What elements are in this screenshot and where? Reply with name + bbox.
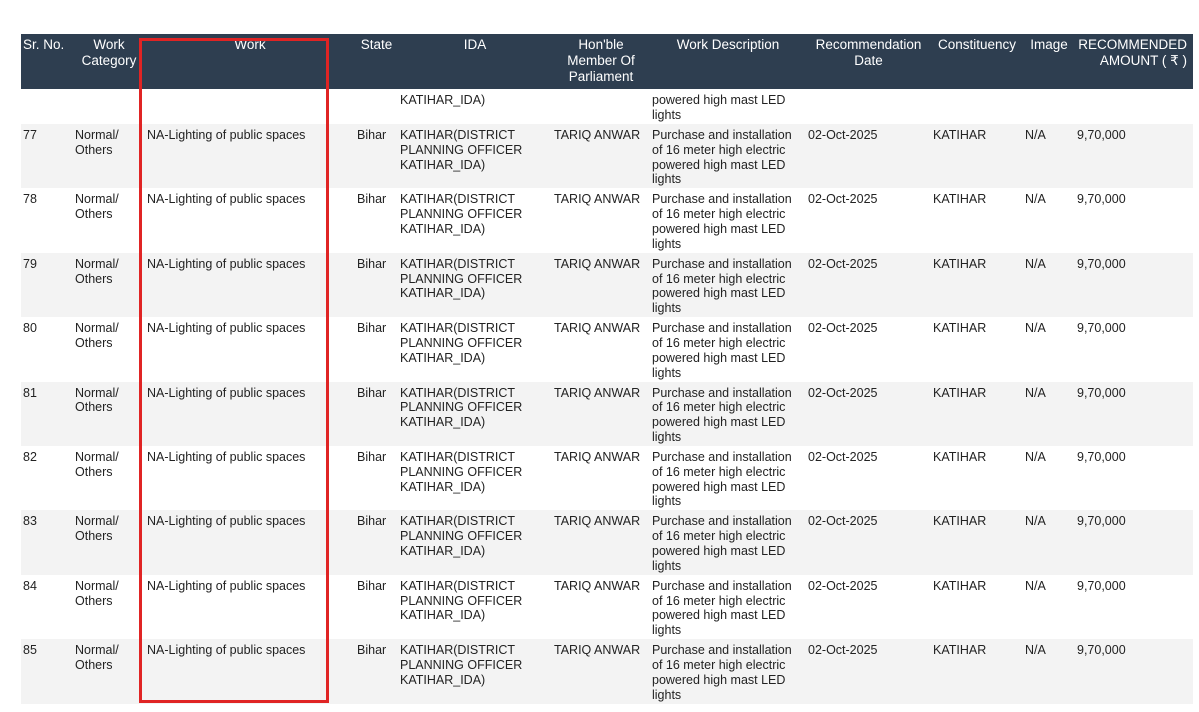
table-row bbox=[21, 124, 1193, 188]
cell-image: N/A bbox=[1023, 639, 1075, 703]
cell-constituency: KATIHAR bbox=[933, 578, 987, 593]
cell-work-category: Normal/ Others bbox=[75, 321, 119, 350]
cell-work: NA-Lighting of public spaces bbox=[145, 639, 355, 703]
cell-constituency bbox=[931, 89, 1023, 124]
cell-recommendation-date: 02-Oct-2025 bbox=[806, 510, 931, 574]
cell-work-description: Purchase and installation of 16 meter high electric powered high mast LED lights bbox=[652, 192, 792, 251]
cell-sr-no: 83 bbox=[21, 510, 73, 574]
cell-sr-no: 80 bbox=[23, 321, 37, 336]
table-row bbox=[21, 510, 1193, 574]
cell-ida: KATIHAR(DISTRICT PLANNING OFFICER KATIHAR_IDA) bbox=[400, 192, 523, 236]
cell-recommendation-date: 02-Oct-2025 bbox=[808, 321, 878, 336]
col-header-work: Work bbox=[145, 34, 355, 89]
cell-amount: 9,70,000 bbox=[1077, 321, 1126, 336]
cell-work-category: Normal/ Others bbox=[75, 449, 119, 479]
cell-sr-no: 79 bbox=[21, 253, 73, 317]
cell-constituency: KATIHAR bbox=[931, 253, 1023, 317]
cell-work-description: Purchase and installation of 16 meter high electric powered high mast LED lights bbox=[650, 382, 806, 446]
cell-image: N/A bbox=[1023, 253, 1075, 317]
header-row bbox=[21, 34, 1193, 89]
cell-work-description: Purchase and installation of 16 meter high electric powered high mast LED lights bbox=[652, 321, 792, 380]
col-header-mp: Hon'ble Member Of Parliament bbox=[552, 34, 650, 89]
cell-work-category: Normal/ Others bbox=[73, 510, 145, 574]
cell-recommendation-date bbox=[806, 89, 931, 124]
cell-work: NA-Lighting of public spaces bbox=[145, 382, 355, 446]
cell-ida: KATIHAR(DISTRICT PLANNING OFFICER KATIHAR_IDA) bbox=[398, 124, 552, 188]
cell-image: N/A bbox=[1025, 578, 1046, 593]
cell-constituency: KATIHAR bbox=[931, 382, 1023, 446]
cell-mp: TARIQ ANWAR bbox=[552, 510, 650, 574]
cell-constituency: KATIHAR bbox=[933, 449, 987, 464]
cell-constituency: KATIHAR bbox=[933, 321, 987, 336]
cell-mp: TARIQ ANWAR bbox=[552, 253, 650, 317]
col-header-recommendation-date: Recommendation Date bbox=[806, 34, 931, 89]
cell-work: NA-Lighting of public spaces bbox=[145, 253, 355, 317]
cell-ida: KATIHAR(DISTRICT PLANNING OFFICER KATIHAR_IDA) bbox=[400, 449, 523, 494]
cell-work-description: Purchase and installation of 16 meter high electric powered high mast LED lights bbox=[650, 124, 806, 188]
cell-sr-no: 78 bbox=[23, 192, 37, 207]
table-body bbox=[21, 89, 1193, 704]
works-table-container bbox=[21, 34, 1193, 704]
cell-work: NA-Lighting of public spaces bbox=[145, 510, 355, 574]
table-row bbox=[21, 382, 1193, 446]
cell-state: Bihar bbox=[355, 510, 398, 574]
cell-amount: 9,70,000 bbox=[1075, 124, 1193, 188]
cell-sr-no: 85 bbox=[21, 639, 73, 703]
cell-sr-no: 84 bbox=[23, 578, 37, 593]
cell-recommendation-date: 02-Oct-2025 bbox=[808, 449, 878, 464]
cell-image: N/A bbox=[1023, 124, 1075, 188]
cell-ida: KATIHAR(DISTRICT PLANNING OFFICER KATIHAR_IDA) bbox=[398, 382, 552, 446]
cell-work-description: powered high mast LED lights bbox=[652, 93, 786, 122]
cell-mp: TARIQ ANWAR bbox=[552, 124, 650, 188]
col-header-work-description: Work Description bbox=[650, 34, 806, 89]
cell-work-category: Normal/ Others bbox=[73, 253, 145, 317]
cell-work: NA-Lighting of public spaces bbox=[145, 124, 355, 188]
cell-recommendation-date: 02-Oct-2025 bbox=[806, 639, 931, 703]
cell-mp: TARIQ ANWAR bbox=[554, 192, 641, 207]
cell-state: Bihar bbox=[355, 253, 398, 317]
cell-ida: KATIHAR(DISTRICT PLANNING OFFICER KATIHAR_IDA) bbox=[398, 639, 552, 703]
cell-work-category: Normal/ Others bbox=[75, 192, 119, 222]
cell-image: N/A bbox=[1025, 192, 1046, 207]
cell-work-description: Purchase and installation of 16 meter high electric powered high mast LED lights bbox=[650, 510, 806, 574]
cell-work-category: Normal/ Others bbox=[73, 639, 145, 703]
table-row bbox=[21, 253, 1193, 317]
cell-amount: 9,70,000 bbox=[1077, 192, 1126, 207]
cell-image: N/A bbox=[1023, 382, 1075, 446]
cell-ida: KATIHAR_IDA) bbox=[400, 93, 486, 107]
works-table bbox=[21, 34, 1193, 704]
cell-sr-no: 77 bbox=[21, 124, 73, 188]
table-row bbox=[21, 446, 1193, 510]
table-row-partial bbox=[21, 89, 1193, 124]
cell-state bbox=[355, 89, 398, 124]
cell-recommendation-date: 02-Oct-2025 bbox=[808, 578, 878, 593]
cell-sr-no: 81 bbox=[21, 382, 73, 446]
cell-ida: KATIHAR(DISTRICT PLANNING OFFICER KATIHAR_IDA) bbox=[400, 578, 523, 623]
col-header-image: Image bbox=[1023, 34, 1075, 89]
col-header-constituency: Constituency bbox=[931, 34, 1023, 89]
cell-amount bbox=[1075, 89, 1193, 124]
table-header bbox=[21, 34, 1193, 89]
col-header-recommended-amount: RECOMMENDED AMOUNT ( ₹ ) bbox=[1075, 34, 1193, 89]
cell-state: Bihar bbox=[357, 578, 387, 593]
cell-state: Bihar bbox=[355, 124, 398, 188]
cell-amount: 9,70,000 bbox=[1075, 639, 1193, 703]
table-row bbox=[21, 639, 1193, 703]
cell-image: N/A bbox=[1025, 321, 1046, 336]
cell-amount: 9,70,000 bbox=[1075, 382, 1193, 446]
cell-work: NA-Lighting of public spaces bbox=[147, 192, 306, 207]
cell-state: Bihar bbox=[357, 192, 387, 207]
cell-constituency: KATIHAR bbox=[931, 510, 1023, 574]
cell-sr-no bbox=[21, 89, 73, 124]
cell-work-category bbox=[73, 89, 145, 124]
cell-work-description: Purchase and installation of 16 meter high electric powered high mast LED lights bbox=[652, 449, 792, 509]
cell-state: Bihar bbox=[355, 382, 398, 446]
cell-recommendation-date: 02-Oct-2025 bbox=[806, 382, 931, 446]
col-header-ida: IDA bbox=[398, 34, 552, 89]
cell-mp: TARIQ ANWAR bbox=[552, 382, 650, 446]
cell-work: NA-Lighting of public spaces bbox=[147, 449, 306, 464]
col-header-work-category: Work Category bbox=[73, 34, 145, 89]
cell-state: Bihar bbox=[355, 639, 398, 703]
cell-image bbox=[1023, 89, 1075, 124]
cell-mp: TARIQ ANWAR bbox=[552, 639, 650, 703]
cell-work-description: Purchase and installation of 16 meter high electric powered high mast LED lights bbox=[652, 578, 792, 638]
cell-amount: 9,70,000 bbox=[1077, 449, 1126, 464]
col-header-sr-no: Sr. No. bbox=[21, 34, 73, 89]
cell-ida: KATIHAR(DISTRICT PLANNING OFFICER KATIHAR_IDA) bbox=[398, 510, 552, 574]
cell-mp: TARIQ ANWAR bbox=[554, 449, 641, 464]
cell-image: N/A bbox=[1023, 510, 1075, 574]
cell-recommendation-date: 02-Oct-2025 bbox=[806, 253, 931, 317]
cell-constituency: KATIHAR bbox=[931, 639, 1023, 703]
cell-recommendation-date: 02-Oct-2025 bbox=[808, 192, 878, 207]
cell-sr-no: 82 bbox=[23, 449, 37, 464]
cell-state: Bihar bbox=[357, 449, 387, 464]
cell-image: N/A bbox=[1025, 449, 1046, 464]
cell-amount: 9,70,000 bbox=[1075, 510, 1193, 574]
cell-amount: 9,70,000 bbox=[1077, 578, 1126, 593]
cell-mp bbox=[552, 89, 650, 124]
cell-work-category: Normal/ Others bbox=[73, 124, 145, 188]
cell-work: NA-Lighting of public spaces bbox=[147, 578, 306, 593]
cell-ida: KATIHAR(DISTRICT PLANNING OFFICER KATIHAR_IDA) bbox=[398, 253, 552, 317]
cell-state: Bihar bbox=[357, 321, 387, 336]
cell-work-description: Purchase and installation of 16 meter high electric powered high mast LED lights bbox=[650, 253, 806, 317]
col-header-state: State bbox=[355, 34, 398, 89]
table-row bbox=[21, 575, 1193, 639]
cell-mp: TARIQ ANWAR bbox=[554, 321, 641, 336]
cell-constituency: KATIHAR bbox=[933, 192, 987, 207]
cell-work-category: Normal/ Others bbox=[75, 578, 119, 608]
cell-work bbox=[145, 89, 355, 124]
cell-ida: KATIHAR(DISTRICT PLANNING OFFICER KATIHAR_IDA) bbox=[400, 321, 523, 365]
cell-recommendation-date: 02-Oct-2025 bbox=[806, 124, 931, 188]
cell-work: NA-Lighting of public spaces bbox=[147, 321, 306, 336]
cell-work-category: Normal/ Others bbox=[73, 382, 145, 446]
cell-amount: 9,70,000 bbox=[1075, 253, 1193, 317]
table-row bbox=[21, 317, 1193, 381]
cell-constituency: KATIHAR bbox=[931, 124, 1023, 188]
cell-work-description: Purchase and installation of 16 meter high electric powered high mast LED lights bbox=[650, 639, 806, 703]
table-row bbox=[21, 188, 1193, 252]
cell-mp: TARIQ ANWAR bbox=[554, 578, 641, 593]
